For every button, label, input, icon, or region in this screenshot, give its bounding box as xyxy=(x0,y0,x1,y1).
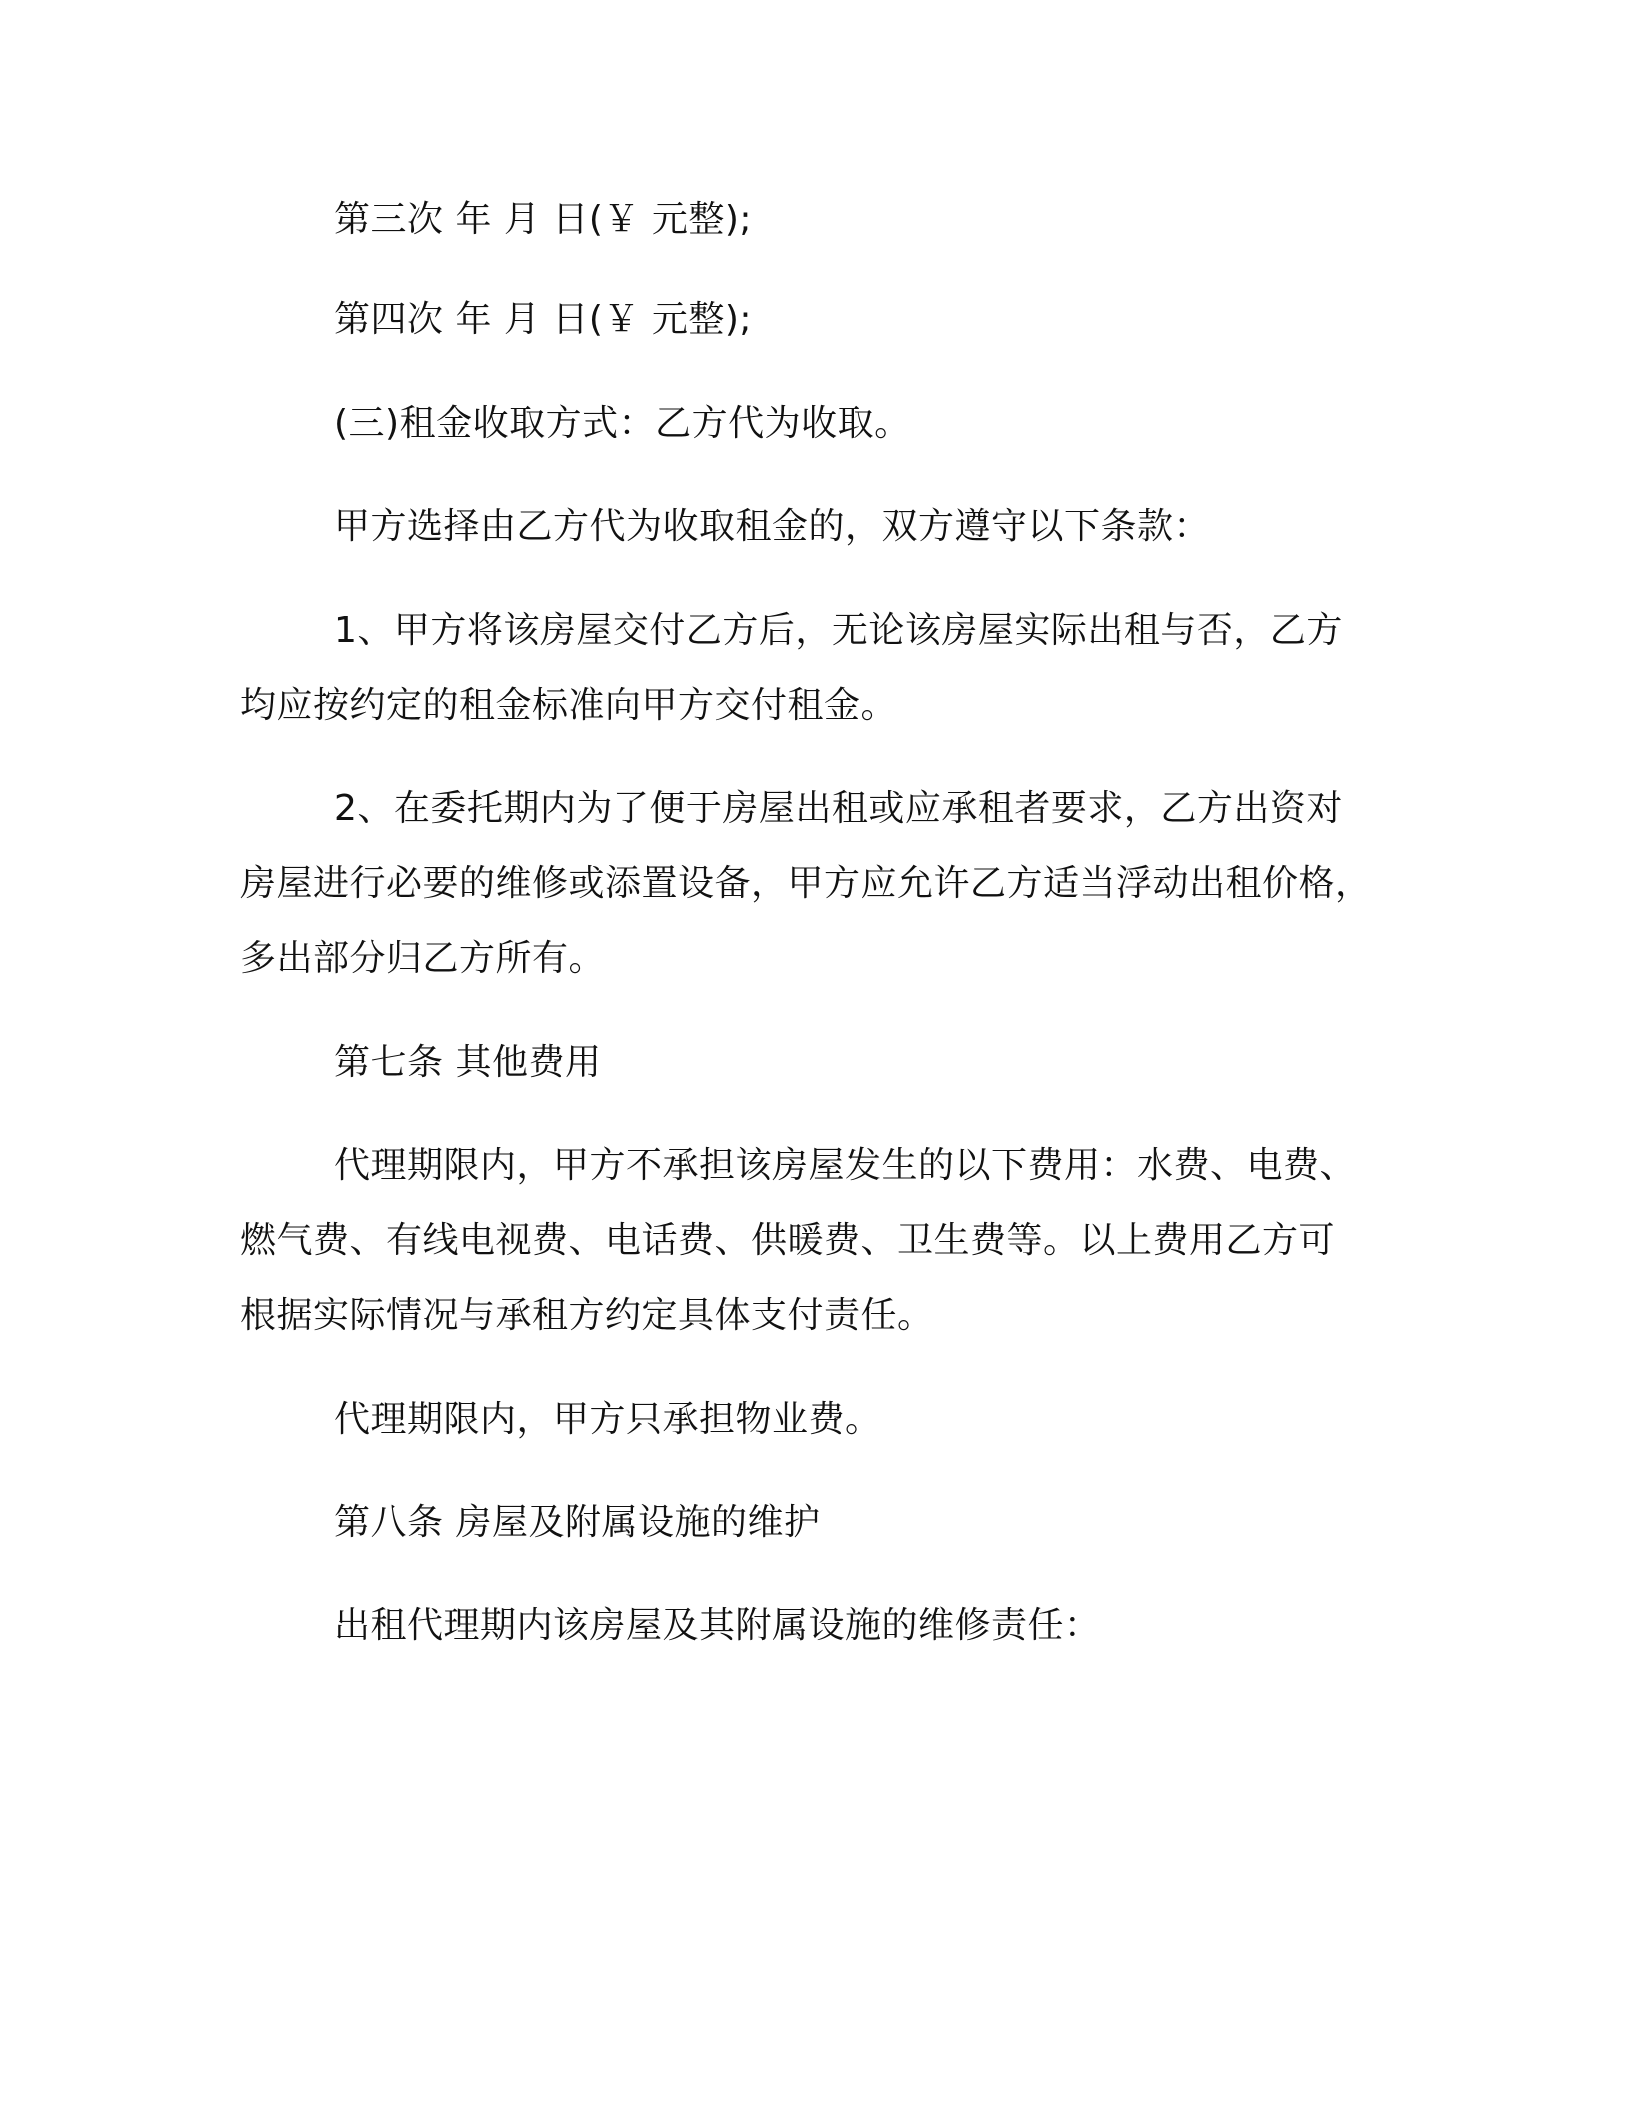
term-2-line-2: 房屋进行必要的维修或添置设备，甲方应允许乙方适当浮动出租价格， xyxy=(240,863,1372,904)
article-7-para-1-line-3: 根据实际情况与承租方约定具体支付责任。 xyxy=(240,1295,934,1336)
article-7-para-1-line-1: 代理期限内，甲方不承担该房屋发生的以下费用：水费、电费、 xyxy=(334,1145,1357,1186)
article-8-heading: 第八条 房屋及附属设施的维护 xyxy=(334,1502,821,1543)
term-2-line-3: 多出部分归乙方所有。 xyxy=(240,938,606,979)
payment-third-line: 第三次 年 月 日(￥ 元整); xyxy=(334,199,752,240)
article-7-heading: 第七条 其他费用 xyxy=(334,1042,602,1083)
collection-terms-intro: 甲方选择由乙方代为收取租金的，双方遵守以下条款： xyxy=(334,506,1211,547)
payment-fourth-line: 第四次 年 月 日(￥ 元整); xyxy=(334,299,752,340)
article-7-para-2: 代理期限内，甲方只承担物业费。 xyxy=(334,1399,882,1440)
term-1-line-1: 1、甲方将该房屋交付乙方后，无论该房屋实际出租与否，乙方 xyxy=(334,610,1343,651)
article-8-para-1: 出租代理期内该房屋及其附属设施的维修责任： xyxy=(334,1605,1101,1646)
article-7-para-1-line-2: 燃气费、有线电视费、电话费、供暖费、卫生费等。以上费用乙方可 xyxy=(240,1220,1336,1261)
term-2-line-1: 2、在委托期内为了便于房屋出租或应承租者要求，乙方出资对 xyxy=(334,788,1343,829)
rent-collection-method: (三)租金收取方式：乙方代为收取。 xyxy=(334,403,911,444)
term-1-line-2: 均应按约定的租金标准向甲方交付租金。 xyxy=(240,685,898,726)
